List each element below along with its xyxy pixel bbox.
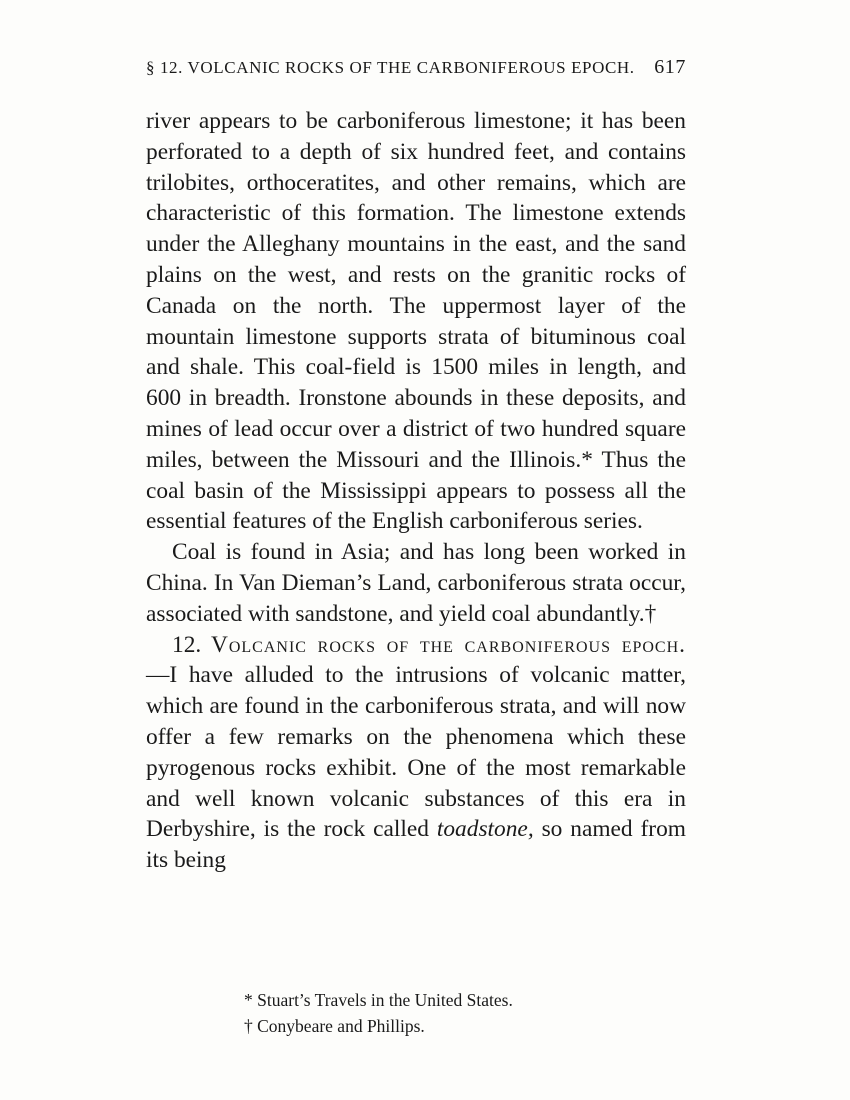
term-toadstone: toadstone,	[436, 816, 534, 843]
footnote-conybeare: † Conybeare and Phillips.	[244, 1016, 425, 1036]
running-head	[146, 56, 686, 86]
paragraph-continued: river appears to be carboniferous limestone; it has been perforated to a depth of six hundred feet, and contains trilobites, orthoceratites, and other remains, which are characteristic of this formation. The limestone extends under the Alleghany mountains in the east, and the sand plains on the west, and rests on the granitic rocks of Canada on the north. The uppermost layer of the mountain limestone supports strata of bituminous coal and shale. This coal-field is 1500 miles in length, and 600 in breadth. Ironstone abounds in these deposits, and mines of lead occur over a district of two hundred square miles, between the Missouri and the Illinois.* Thus the coal basin of the Mississippi appears to possess all the essential features of the English carboniferous series.	[146, 108, 686, 535]
paragraph-section-12-text: —I have alluded to the intrusions of volcanic matter, which are found in the carboniferous strata, and will now offer a few remarks on the phenomena which these pyrogenous rocks exhibit. One of the most remarkable and well known volcanic substances of this era in Derbyshire, is the rock called	[146, 662, 686, 843]
section-heading: Volcanic rocks of the carboniferous epoch.	[210, 631, 686, 658]
section-number: 12.	[172, 631, 202, 658]
page-number: 617	[654, 56, 686, 78]
book-page	[146, 56, 686, 876]
running-head-title: § 12. VOLCANIC ROCKS OF THE CARBONIFEROUS EPOCH.	[146, 58, 635, 77]
footnotes	[244, 987, 513, 1039]
paragraph-section-12	[146, 630, 686, 876]
paragraph-section-12-tail: so named from its being	[146, 816, 686, 874]
paragraph-coal-asia: Coal is found in Asia; and has long been worked in China. In Van Dieman’s Land, carboniferous strata occur, associated with sandstone, and yield coal abundantly.†	[146, 539, 686, 627]
footnote-stuart: * Stuart’s Travels in the United States.	[244, 990, 513, 1010]
body-text	[146, 106, 686, 876]
